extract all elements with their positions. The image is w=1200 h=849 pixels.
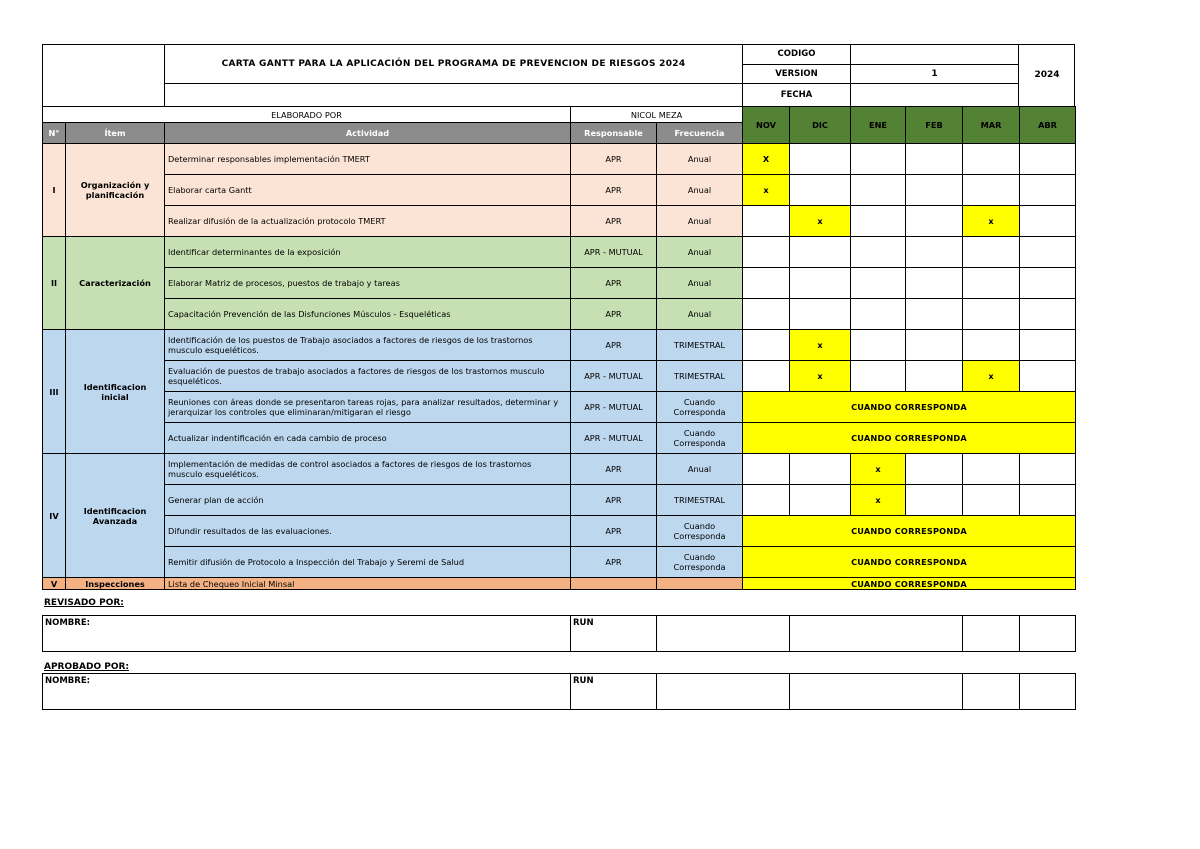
month-cell — [963, 144, 1020, 175]
fecha-label: FECHA — [780, 89, 813, 100]
month-abr: ABR — [1020, 107, 1076, 144]
month-cell — [1020, 361, 1076, 392]
section-name: Organización y planificación — [66, 144, 165, 237]
table-row — [43, 268, 1076, 299]
frecuencia-cell: Cuando Corresponda — [657, 423, 743, 454]
frecuencia-cell: TRIMESTRAL — [657, 485, 743, 516]
month-cell — [790, 175, 851, 206]
month-cell — [790, 268, 851, 299]
revisado-cell — [790, 616, 963, 652]
aprobado-title: APROBADO POR: — [44, 662, 129, 672]
month-cell — [1020, 330, 1076, 361]
month-cell: x — [851, 454, 906, 485]
revisado-cell — [657, 616, 790, 652]
frecuencia-cell: TRIMESTRAL — [657, 330, 743, 361]
frecuencia-cell: Anual — [657, 206, 743, 237]
month-cell — [1020, 206, 1076, 237]
month-cell — [743, 299, 790, 330]
month-cell — [1020, 485, 1076, 516]
aprobado-cell — [1020, 674, 1076, 710]
document-title: CARTA GANTT PARA LA APLICACIÓN DEL PROGRAMA DE PREVENCION DE RIESGOS 2024 — [221, 58, 686, 69]
month-cell: x — [790, 206, 851, 237]
month-dic: DIC — [790, 107, 851, 144]
activity-cell: Lista de Chequeo Inicial Minsal — [165, 578, 571, 590]
month-cell — [963, 237, 1020, 268]
month-cell: X — [743, 144, 790, 175]
frecuencia-cell: Anual — [657, 144, 743, 175]
activity-cell: Identificar determinantes de la exposición — [165, 237, 571, 268]
frecuencia-cell — [657, 578, 743, 590]
activity-cell: Actualizar indentificación en cada cambio de proceso — [165, 423, 571, 454]
table-row — [43, 516, 1076, 547]
month-feb: FEB — [906, 107, 963, 144]
section-name: Identificacion Avanzada — [66, 454, 165, 578]
month-cell: x — [963, 361, 1020, 392]
month-cell — [906, 330, 963, 361]
activity-cell: Difundir resultados de las evaluaciones. — [165, 516, 571, 547]
cuando-corresponda-cell: CUANDO CORRESPONDA — [743, 578, 1076, 590]
activity-cell: Determinar responsables implementación TMERT — [165, 144, 571, 175]
activity-cell: Remitir difusión de Protocolo a Inspección del Trabajo y Seremi de Salud — [165, 547, 571, 578]
month-cell — [906, 237, 963, 268]
month-cell — [1020, 454, 1076, 485]
month-cell — [743, 361, 790, 392]
table-row — [43, 361, 1076, 392]
frecuencia-cell: Anual — [657, 268, 743, 299]
elaborado-value: NICOL MEZA — [571, 107, 743, 123]
version-value: 1 — [931, 68, 938, 79]
month-cell — [1020, 144, 1076, 175]
elaborado-label: ELABORADO POR — [43, 107, 571, 123]
section-name: Identificacion inicial — [66, 330, 165, 454]
frecuencia-cell: Anual — [657, 299, 743, 330]
codigo-label: CODIGO — [777, 49, 816, 59]
cuando-corresponda-cell: CUANDO CORRESPONDA — [743, 516, 1076, 547]
month-cell — [906, 268, 963, 299]
month-cell — [851, 175, 906, 206]
frecuencia-cell: TRIMESTRAL — [657, 361, 743, 392]
aprobado-cell — [657, 674, 790, 710]
month-cell — [906, 175, 963, 206]
table-row — [43, 547, 1076, 578]
month-cell — [743, 237, 790, 268]
table-row — [43, 454, 1076, 485]
section-name: Inspecciones — [66, 578, 165, 590]
activity-cell: Evaluación de puestos de trabajo asociados a factores de riesgos de los trastornos musculo esqueléticos. — [165, 361, 571, 392]
month-cell — [963, 330, 1020, 361]
month-cell — [790, 144, 851, 175]
section-number: IV — [43, 454, 66, 578]
revisado-run-label: RUN — [571, 616, 657, 652]
month-cell — [963, 175, 1020, 206]
responsable-cell: APR — [571, 299, 657, 330]
month-cell — [1020, 268, 1076, 299]
responsable-cell: APR — [571, 516, 657, 547]
month-cell — [790, 485, 851, 516]
month-cell: x — [790, 361, 851, 392]
responsable-cell: APR - MUTUAL — [571, 361, 657, 392]
revisado-cell — [963, 616, 1020, 652]
activity-cell: Capacitación Prevención de las Disfunciones Músculos - Esqueléticas — [165, 299, 571, 330]
table-row — [43, 237, 1076, 268]
month-cell — [963, 268, 1020, 299]
table-row — [43, 392, 1076, 423]
month-cell — [790, 299, 851, 330]
activity-cell: Elaborar carta Gantt — [165, 175, 571, 206]
cuando-corresponda-cell: CUANDO CORRESPONDA — [743, 392, 1076, 423]
month-cell — [790, 454, 851, 485]
month-cell — [906, 299, 963, 330]
table-row — [43, 423, 1076, 454]
codigo-value — [851, 44, 1018, 64]
col-header-n: N° — [43, 123, 66, 144]
section-number: I — [43, 144, 66, 237]
responsable-cell: APR - MUTUAL — [571, 237, 657, 268]
gantt-table — [42, 106, 1076, 590]
month-cell: x — [963, 206, 1020, 237]
month-cell — [743, 268, 790, 299]
section-name: Caracterización — [66, 237, 165, 330]
table-row — [43, 144, 1076, 175]
activity-cell: Realizar difusión de la actualización protocolo TMERT — [165, 206, 571, 237]
month-cell: x — [851, 485, 906, 516]
responsable-cell: APR — [571, 330, 657, 361]
month-cell — [906, 485, 963, 516]
aprobado-run-label: RUN — [571, 674, 657, 710]
month-cell — [1020, 175, 1076, 206]
month-cell — [790, 237, 851, 268]
table-row — [43, 485, 1076, 516]
frecuencia-cell: Anual — [657, 454, 743, 485]
col-header-responsable: Responsable — [571, 123, 657, 144]
activity-cell: Elaborar Matriz de procesos, puestos de trabajo y tareas — [165, 268, 571, 299]
month-cell — [963, 299, 1020, 330]
month-cell — [743, 454, 790, 485]
col-header-actividad: Actividad — [165, 123, 571, 144]
month-ene: ENE — [851, 107, 906, 144]
aprobado-table — [42, 673, 1076, 710]
responsable-cell: APR — [571, 547, 657, 578]
month-cell — [851, 330, 906, 361]
table-row — [43, 299, 1076, 330]
revisado-cell — [1020, 616, 1076, 652]
month-cell — [851, 268, 906, 299]
month-cell: x — [743, 175, 790, 206]
table-row — [43, 175, 1076, 206]
month-cell — [743, 485, 790, 516]
responsable-cell — [571, 578, 657, 590]
revisado-title: REVISADO POR: — [44, 598, 124, 608]
responsable-cell: APR — [571, 206, 657, 237]
frecuencia-cell: Cuando Corresponda — [657, 516, 743, 547]
month-cell — [743, 330, 790, 361]
table-row — [43, 206, 1076, 237]
month-nov: NOV — [743, 107, 790, 144]
frecuencia-cell: Anual — [657, 175, 743, 206]
aprobado-cell — [790, 674, 963, 710]
activity-cell: Identificación de los puestos de Trabajo asociados a factores de riesgos de los trastornos musculo esqueléticos. — [165, 330, 571, 361]
month-cell — [1020, 299, 1076, 330]
fecha-value — [851, 83, 1018, 106]
responsable-cell: APR - MUTUAL — [571, 423, 657, 454]
year-value: 2024 — [1034, 70, 1060, 80]
month-mar: MAR — [963, 107, 1020, 144]
activity-cell: Implementación de medidas de control asociados a factores de riesgos de los trastornos musculo esqueléticos. — [165, 454, 571, 485]
activity-cell: Generar plan de acción — [165, 485, 571, 516]
col-header-frecuencia: Frecuencia — [657, 123, 743, 144]
month-cell: x — [790, 330, 851, 361]
revisado-nombre-label: NOMBRE: — [43, 616, 571, 652]
col-header-item: Ítem — [66, 123, 165, 144]
month-cell — [851, 361, 906, 392]
aprobado-nombre-label: NOMBRE: — [43, 674, 571, 710]
month-cell — [1020, 237, 1076, 268]
section-number: III — [43, 330, 66, 454]
cuando-corresponda-cell: CUANDO CORRESPONDA — [743, 423, 1076, 454]
month-cell — [851, 237, 906, 268]
month-cell — [851, 206, 906, 237]
month-cell — [963, 485, 1020, 516]
responsable-cell: APR — [571, 175, 657, 206]
month-cell — [906, 454, 963, 485]
aprobado-cell — [963, 674, 1020, 710]
month-cell — [906, 361, 963, 392]
responsable-cell: APR — [571, 268, 657, 299]
activity-cell: Reuniones con áreas donde se presentaron tareas rojas, para analizar resultados, determinar y jerarquizar los controles que eliminaran/mitigaran el riesgo — [165, 392, 571, 423]
table-row — [43, 330, 1076, 361]
frecuencia-cell: Cuando Corresponda — [657, 392, 743, 423]
month-cell — [906, 144, 963, 175]
responsable-cell: APR — [571, 454, 657, 485]
frecuencia-cell: Anual — [657, 237, 743, 268]
month-cell — [963, 454, 1020, 485]
table-row — [43, 578, 1076, 590]
cuando-corresponda-cell: CUANDO CORRESPONDA — [743, 547, 1076, 578]
responsable-cell: APR — [571, 144, 657, 175]
frecuencia-cell: Cuando Corresponda — [657, 547, 743, 578]
section-number: II — [43, 237, 66, 330]
revisado-table — [42, 615, 1076, 652]
version-label: VERSION — [775, 68, 818, 79]
month-cell — [851, 299, 906, 330]
responsable-cell: APR - MUTUAL — [571, 392, 657, 423]
month-cell — [906, 206, 963, 237]
responsable-cell: APR — [571, 485, 657, 516]
section-number: V — [43, 578, 66, 590]
month-cell — [851, 144, 906, 175]
month-cell — [743, 206, 790, 237]
